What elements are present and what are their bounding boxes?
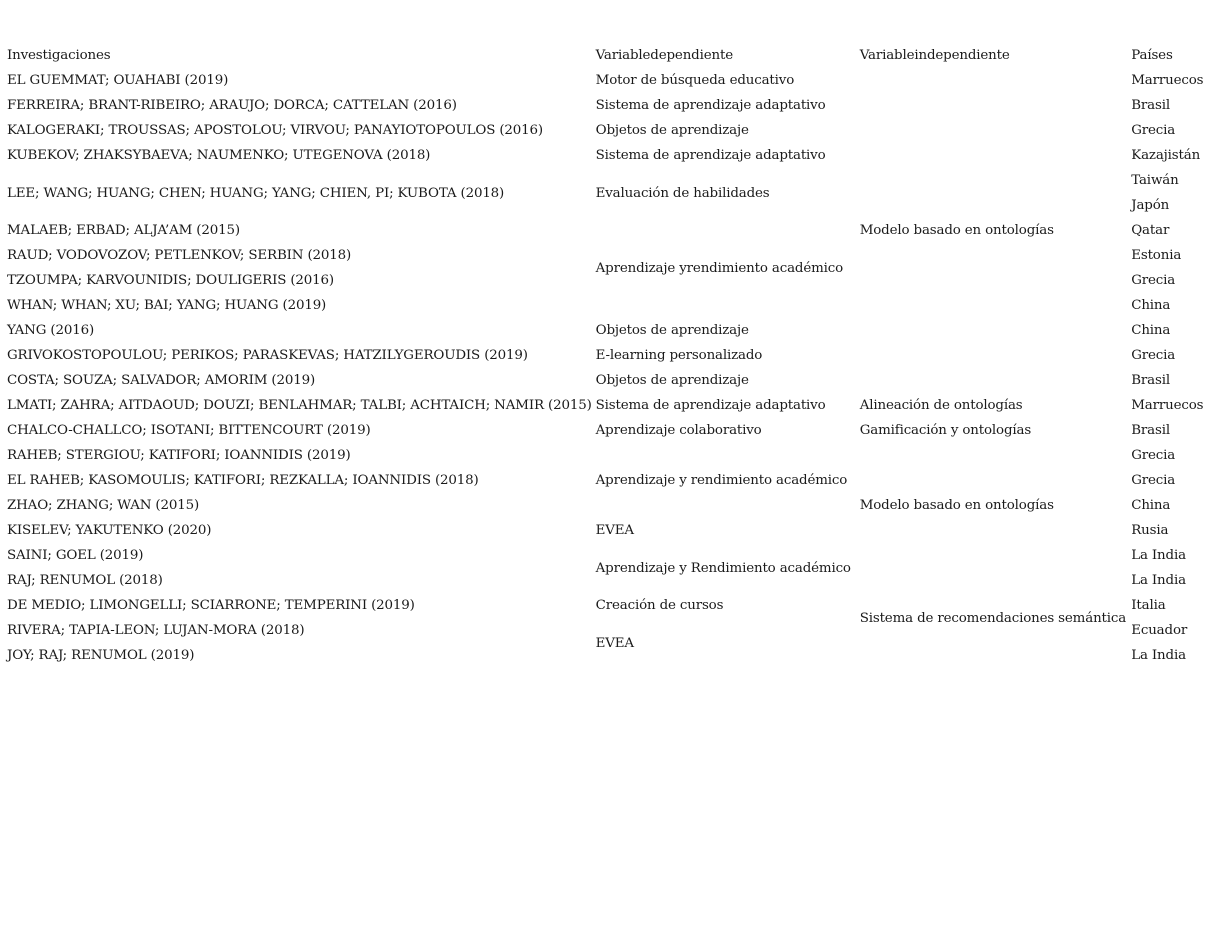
cell-variable-independiente <box>856 643 1128 668</box>
table-row <box>3 168 1209 193</box>
cell-variable-dependiente: Objetos de aprendizaje <box>595 323 749 338</box>
table-row <box>3 443 1209 468</box>
table-row <box>3 593 1209 618</box>
cell-investigacion: KUBEKOV; ZHAKSYBAEVA; NAUMENKO; UTEGENOVA (2018) <box>7 148 431 163</box>
cell-variable-independiente <box>856 368 1128 393</box>
cell-variable-independiente <box>856 468 1128 493</box>
table-row <box>3 343 1209 368</box>
cell-variable-dependiente: Evaluación de habilidades <box>595 185 770 201</box>
cell-investigacion: DE MEDIO; LIMONGELLI; SCIARRONE; TEMPERINI (2019) <box>7 598 415 613</box>
table-row <box>3 543 1209 568</box>
cell-investigacion: KISELEV; YAKUTENKO (2020) <box>7 523 212 538</box>
cell-variable-dependiente: Sistema de aprendizaje adaptativo <box>595 148 826 163</box>
header-variable-independiente: Variableindependiente <box>859 48 1010 63</box>
cell-pais: Marruecos <box>1131 398 1204 413</box>
cell-variable-independiente <box>856 343 1128 368</box>
cell-investigacion: LMATI; ZAHRA; AITDAOUD; DOUZI; BENLAHMAR; TALBI; ACHTAICH; NAMIR (2015) <box>7 398 592 413</box>
cell-investigacion: LEE; WANG; HUANG; CHEN; HUANG; YANG; CHIEN, PI; KUBOTA (2018) <box>7 185 505 201</box>
cell-pais: La India <box>1131 573 1186 588</box>
cell-pais: Grecia <box>1131 448 1176 463</box>
cell-variable-dependiente: E-learning personalizado <box>595 348 763 363</box>
cell-variable-independiente: Gamificación y ontologías <box>859 423 1032 438</box>
cell-variable-dependiente: Sistema de aprendizaje adaptativo <box>595 398 826 413</box>
table-row <box>3 318 1209 343</box>
cell-variable-independiente <box>856 443 1128 468</box>
cell-investigacion: FERREIRA; BRANT-RIBEIRO; ARAUJO; DORCA; CATTELAN (2016) <box>7 98 457 113</box>
cell-investigacion: JOY; RAJ; RENUMOL (2019) <box>7 648 195 663</box>
cell-pais: Brasil <box>1131 98 1170 113</box>
cell-investigacion: RAUD; VODOVOZOV; PETLENKOV; SERBIN (2018) <box>7 248 352 263</box>
cell-investigacion: YANG (2016) <box>7 323 95 338</box>
cell-variable-dependiente: EVEA <box>595 523 634 538</box>
cell-variable-independiente: Sistema de recomendaciones semántica <box>859 610 1127 626</box>
cell-variable-independiente <box>856 543 1128 593</box>
cell-variable-independiente: Modelo basado en ontologías <box>859 498 1054 513</box>
cell-variable-dependiente: Aprendizaje y rendimiento académico <box>595 473 848 488</box>
cell-investigacion: RAHEB; STERGIOU; KATIFORI; IOANNIDIS (2019) <box>7 448 351 463</box>
cell-investigacion: EL GUEMMAT; OUAHABI (2019) <box>7 73 229 88</box>
cell-investigacion: EL RAHEB; KASOMOULIS; KATIFORI; REZKALLA; IOANNIDIS (2018) <box>7 473 479 488</box>
cell-variable-dependiente: Creación de cursos <box>595 598 724 613</box>
cell-variable-dependiente: Sistema de aprendizaje adaptativo <box>595 98 826 113</box>
cell-pais: China <box>1131 298 1171 313</box>
cell-pais: Ecuador <box>1131 623 1188 638</box>
cell-variable-independiente: Alineación de ontologías <box>859 398 1023 413</box>
cell-pais: Brasil <box>1131 373 1170 388</box>
cell-pais: Qatar <box>1131 223 1170 238</box>
cell-pais: Estonia <box>1131 248 1182 263</box>
cell-variable-dependiente: Objetos de aprendizaje <box>595 373 749 388</box>
cell-variable-independiente <box>856 93 1128 118</box>
cell-pais: Taiwán <box>1131 173 1179 188</box>
table-body <box>3 68 1209 668</box>
cell-variable-independiente <box>856 68 1128 93</box>
cell-investigacion: ZHAO; ZHANG; WAN (2015) <box>7 498 200 513</box>
cell-variable-dependiente: EVEA <box>595 635 634 651</box>
header-investigaciones: Investigaciones <box>7 48 111 63</box>
table-row <box>3 218 1209 243</box>
cell-variable-dependiente: Objetos de aprendizaje <box>595 123 749 138</box>
cell-pais: Grecia <box>1131 273 1176 288</box>
table-row <box>3 93 1209 118</box>
cell-variable-independiente <box>856 168 1128 218</box>
cell-pais: La India <box>1131 548 1186 563</box>
cell-investigacion: CHALCO-CHALLCO; ISOTANI; BITTENCOURT (2019) <box>7 423 371 438</box>
cell-variable-independiente <box>856 293 1128 318</box>
cell-investigacion: GRIVOKOSTOPOULOU; PERIKOS; PARASKEVAS; HATZILYGEROUDIS (2019) <box>7 348 528 363</box>
table-row <box>3 418 1209 443</box>
header-paises: Países <box>1131 48 1173 63</box>
cell-variable-independiente <box>856 518 1128 543</box>
cell-pais: Rusia <box>1131 523 1169 538</box>
cell-variable-independiente <box>856 268 1128 293</box>
cell-investigacion: RAJ; RENUMOL (2018) <box>7 573 163 588</box>
cell-pais: Kazajistán <box>1131 148 1201 163</box>
cell-pais: China <box>1131 498 1171 513</box>
cell-variable-independiente: Modelo basado en ontologías <box>859 223 1054 238</box>
cell-variable-independiente <box>856 143 1128 168</box>
cell-pais: Marruecos <box>1131 73 1204 88</box>
cell-pais: Brasil <box>1131 423 1170 438</box>
cell-pais: Grecia <box>1131 348 1176 363</box>
table-row <box>3 118 1209 143</box>
table-header <box>3 43 1209 68</box>
cell-variable-independiente <box>856 118 1128 143</box>
cell-variable-dependiente: Aprendizaje colaborativo <box>595 423 762 438</box>
cell-investigacion: MALAEB; ERBAD; ALJA’AM (2015) <box>7 223 240 238</box>
cell-variable-dependiente: Motor de búsqueda educativo <box>595 73 795 88</box>
cell-pais: Grecia <box>1131 473 1176 488</box>
table-row <box>3 518 1209 543</box>
cell-investigacion: SAINI; GOEL (2019) <box>7 548 144 563</box>
cell-investigacion: KALOGERAKI; TROUSSAS; APOSTOLOU; VIRVOU; PANAYIOTOPOULOS (2016) <box>7 123 543 138</box>
cell-variable-independiente <box>856 243 1128 268</box>
cell-pais: China <box>1131 323 1171 338</box>
table-row <box>3 368 1209 393</box>
cell-investigacion: TZOUMPA; KARVOUNIDIS; DOULIGERIS (2016) <box>7 273 334 288</box>
cell-variable-independiente <box>856 318 1128 343</box>
cell-investigacion: COSTA; SOUZA; SALVADOR; AMORIM (2019) <box>7 373 316 388</box>
table-row <box>3 393 1209 418</box>
table-row <box>3 68 1209 93</box>
header-variable-dependiente: Variabledependiente <box>595 48 733 63</box>
cell-pais: Japón <box>1131 198 1170 213</box>
cell-pais: Grecia <box>1131 123 1176 138</box>
cell-investigacion: WHAN; WHAN; XU; BAI; YANG; HUANG (2019) <box>7 298 327 313</box>
cell-investigacion: RIVERA; TAPIA-LEON; LUJAN-MORA (2018) <box>7 623 305 638</box>
cell-variable-dependiente: Aprendizaje yrendimiento académico <box>595 260 844 276</box>
cell-pais: La India <box>1131 648 1186 663</box>
table-row <box>3 143 1209 168</box>
header-row <box>3 43 1209 68</box>
cell-variable-dependiente: Aprendizaje y Rendimiento académico <box>595 560 851 576</box>
research-table <box>3 43 1209 668</box>
cell-pais: Italia <box>1131 598 1166 613</box>
